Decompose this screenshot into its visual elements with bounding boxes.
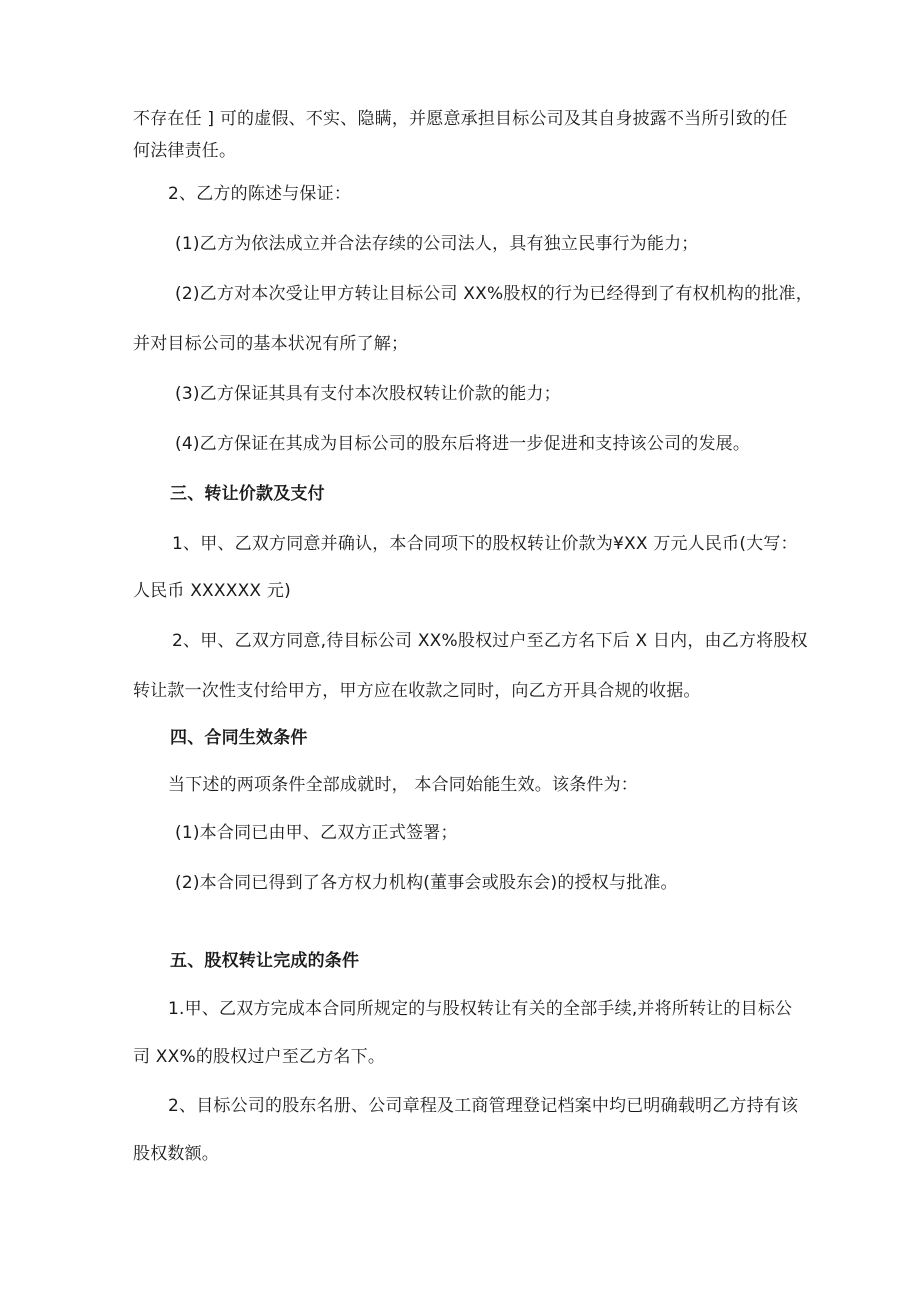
party-b-item-2-line-1: (2)乙方对本次受让甲方转让目标公司 XX%股权的行为已经得到了有权机构的批准， [175, 284, 813, 304]
section-3-paragraph-2-line-1: 2、甲、乙双方同意,待目标公司 XX%股权过户至乙方名下后 X 日内，由乙方将股权 [172, 631, 808, 651]
party-b-item-1: (1)乙方为依法成立并合法存续的公司法人，具有独立民事行为能力； [175, 234, 699, 254]
section-3-title: 三、转让价款及支付 [170, 484, 325, 504]
section-3-paragraph-2-line-2: 转让款一次性支付给甲方，甲方应在收款之同时，向乙方开具合规的收据。 [133, 681, 701, 701]
section-4-intro: 当下述的两项条件全部成就时， 本合同始能生效。该条件为： [168, 775, 639, 795]
section-5-paragraph-1-line-1: 1.甲、乙双方完成本合同所规定的与股权转让有关的全部手续,并将所转让的目标公 [168, 999, 793, 1019]
section-3-paragraph-1-line-1: 1、甲、乙双方同意并确认，本合同项下的股权转让价款为¥XX 万元人民币(大写： [172, 534, 798, 554]
party-b-item-4: (4)乙方保证在其成为目标公司的股东后将进一步促进和支持该公司的发展。 [175, 434, 751, 454]
section-5-paragraph-2-line-2: 股权数额。 [133, 1144, 219, 1164]
section-3-paragraph-1-line-2: 人民币 XXXXXX 元) [133, 581, 291, 601]
section-5-title: 五、股权转让完成的条件 [170, 951, 360, 971]
section-4-item-1: (1)本合同已由甲、乙双方正式签署； [175, 823, 458, 843]
party-b-item-2-line-2: 并对目标公司的基本状况有所了解； [133, 334, 409, 354]
intro-line-1: 不存在任 ] 可的虚假、不实、隐瞒，并愿意承担目标公司及其自身披露不当所引致的任 [133, 109, 788, 129]
section-4-title: 四、合同生效条件 [170, 728, 308, 748]
party-b-heading: 2、乙方的陈述与保证： [168, 184, 352, 204]
intro-line-2: 何法律责任。 [133, 141, 237, 161]
section-5-paragraph-2-line-1: 2、目标公司的股东名册、公司章程及工商管理登记档案中均已明确载明乙方持有该 [168, 1096, 799, 1116]
party-b-item-3: (3)乙方保证其具有支付本次股权转让价款的能力； [175, 384, 561, 404]
section-4-item-2: (2)本合同已得到了各方权力机构(董事会或股东会)的授权与批准。 [175, 873, 678, 893]
section-5-paragraph-1-line-2: 司 XX%的股权过户至乙方名下。 [133, 1047, 386, 1067]
